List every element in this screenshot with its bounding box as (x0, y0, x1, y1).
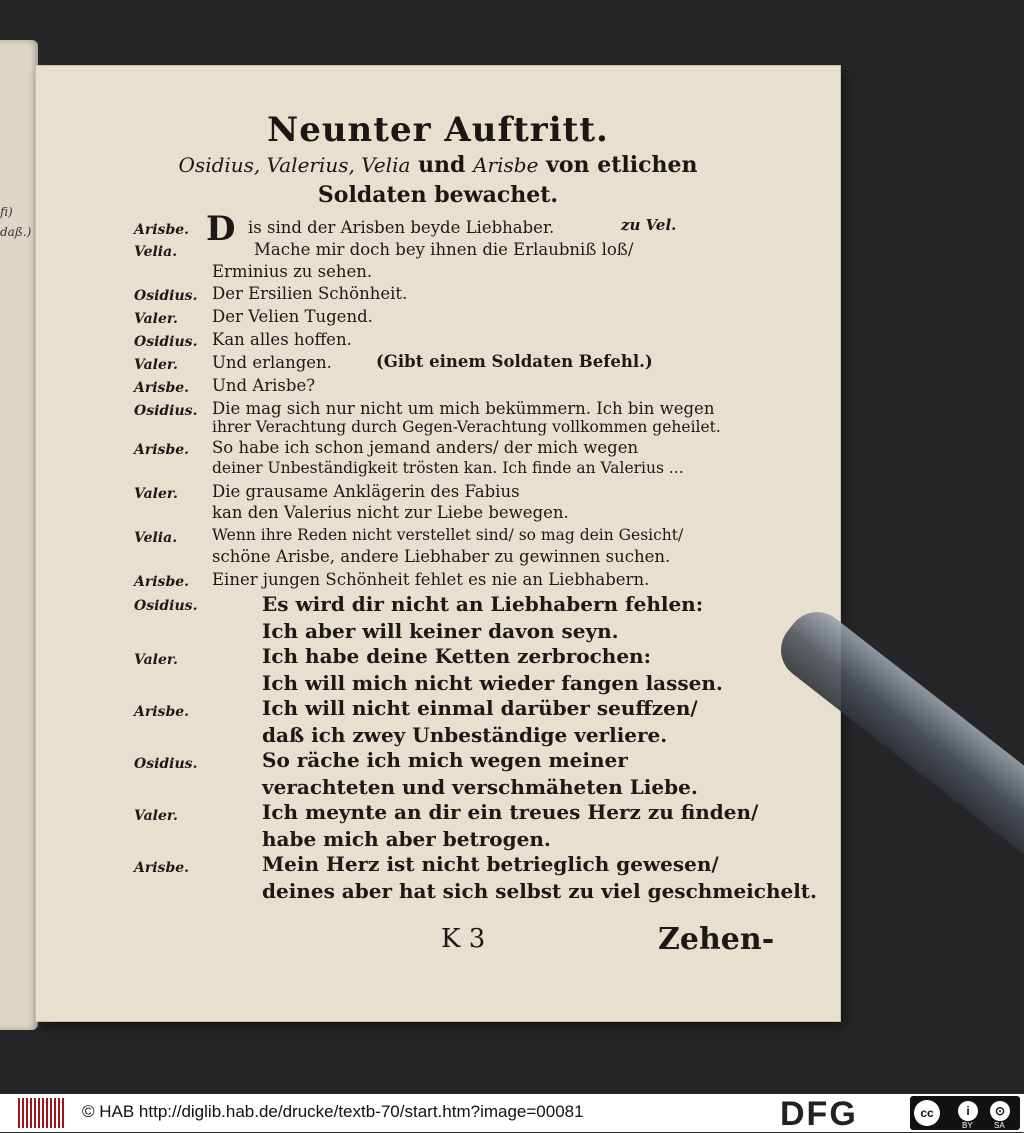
catchword: Zehen- (658, 922, 775, 957)
speaker: Valer. (134, 357, 178, 373)
verse-line: habe mich aber betrogen. (262, 827, 551, 851)
speaker: Arisbe. (134, 442, 190, 458)
dialogue-line: Die mag sich nur nicht um mich bekümmern. Ich bin wegen (212, 399, 715, 418)
conjunction: und (418, 152, 466, 178)
verse-line: Es wird dir nicht an Liebhabern fehlen: (262, 592, 704, 616)
speaker: Osidius. (134, 288, 198, 304)
drop-initial: D (206, 209, 236, 249)
verse-line: Mein Herz ist nicht betrieglich gewesen/ (262, 852, 719, 876)
scene-characters (36, 152, 840, 178)
verse-line: Ich aber will keiner davon seyn. (262, 619, 619, 643)
verse-line: daß ich zwey Unbeständige verliere. (262, 723, 668, 747)
speaker: Velia. (134, 244, 178, 260)
dialogue-line: Die grausame Anklägerin des Fabius (212, 482, 520, 501)
dialogue-line: ihrer Verachtung durch Gegen-Verachtung vollkommen geheilet. (212, 418, 721, 436)
left-page-fragment: fi) (0, 205, 13, 219)
speaker: Osidius. (134, 334, 198, 350)
verse-line: Ich will nicht einmal darüber seuffzen/ (262, 696, 698, 720)
dfg-logo: DFG (780, 1095, 858, 1133)
speaker: Valer. (134, 652, 178, 668)
dialogue-line: is sind der Arisben beyde Liebhaber. (248, 218, 555, 237)
speaker: Valer. (134, 311, 178, 327)
character-name: Arisbe (473, 153, 539, 177)
speaker: Arisbe. (134, 574, 190, 590)
by-label: BY (962, 1121, 973, 1130)
dialogue-line: Der Velien Tugend. (212, 307, 373, 326)
cc-icon: cc (914, 1100, 940, 1126)
viewer-footer (0, 1094, 1024, 1132)
dialogue-line: schöne Arisbe, andere Liebhaber zu gewinnen suchen. (212, 547, 671, 566)
speaker: Valer. (134, 486, 178, 502)
speaker: Arisbe. (134, 704, 190, 720)
dialogue-line: So habe ich schon jemand anders/ der mich wegen (212, 438, 639, 457)
character-names: Osidius, Valerius, Velia (178, 153, 411, 177)
scene-subtitle: Soldaten bewachet. (317, 182, 559, 208)
stage-direction: (Gibt einem Soldaten Befehl.) (376, 352, 653, 371)
verse-line: Ich meynte an dir ein treues Herz zu finden/ (262, 800, 759, 824)
verse-line: Ich will mich nicht wieder fangen lassen. (262, 671, 723, 695)
sa-label: SA (994, 1121, 1005, 1130)
dialogue-line: Und Arisbe? (212, 376, 316, 395)
verse-line: verachteten und verschmäheten Liebe. (262, 775, 698, 799)
dialogue-line: Erminius zu sehen. (212, 262, 373, 281)
signature-mark: K 3 (441, 924, 486, 954)
copyright-link[interactable]: © HAB http://diglib.hab.de/drucke/textb-70/start.htm?image=00081 (82, 1102, 584, 1121)
verse-line: So räche ich mich wegen meiner (262, 748, 628, 772)
speaker: Velia. (134, 530, 178, 546)
left-page-fragment: daß.) (0, 225, 32, 239)
cc-license-badge[interactable] (910, 1096, 1020, 1130)
book-page (36, 66, 840, 1021)
speaker: Arisbe. (134, 222, 190, 238)
page-title: Neunter Auftritt. (267, 110, 609, 150)
attribution-icon: i (958, 1101, 978, 1121)
speaker: Arisbe. (134, 860, 190, 876)
dialogue-line: Und erlangen. (212, 353, 332, 372)
dialogue-line: kan den Valerius nicht zur Liebe bewegen. (212, 503, 569, 522)
side-note: zu Vel. (621, 216, 677, 234)
speaker: Arisbe. (134, 380, 190, 396)
dialogue-line: Einer jungen Schönheit fehlet es nie an Liebhabern. (212, 570, 650, 589)
speaker: Osidius. (134, 598, 198, 614)
left-page-edge (0, 40, 38, 1030)
verse-line: Ich habe deine Ketten zerbrochen: (262, 644, 651, 668)
dialogue-line: Kan alles hoffen. (212, 330, 352, 349)
dialogue-line: Mache mir doch bey ihnen die Erlaubniß loß/ (254, 240, 634, 259)
speaker: Osidius. (134, 403, 198, 419)
dialogue-line: Der Ersilien Schönheit. (212, 284, 408, 303)
hab-logo (18, 1098, 66, 1128)
dialogue-line: Wenn ihre Reden nicht verstellet sind/ so mag dein Gesicht/ (212, 526, 684, 544)
share-alike-icon: ⊙ (990, 1101, 1010, 1121)
speaker: Osidius. (134, 756, 198, 772)
subtitle-text: von etlichen (546, 152, 698, 178)
verse-line: deines aber hat sich selbst zu viel geschmeichelt. (262, 879, 818, 903)
dialogue-line: deiner Unbeständigkeit trösten kan. Ich finde an Valerius ... (212, 459, 684, 477)
speaker: Valer. (134, 808, 178, 824)
